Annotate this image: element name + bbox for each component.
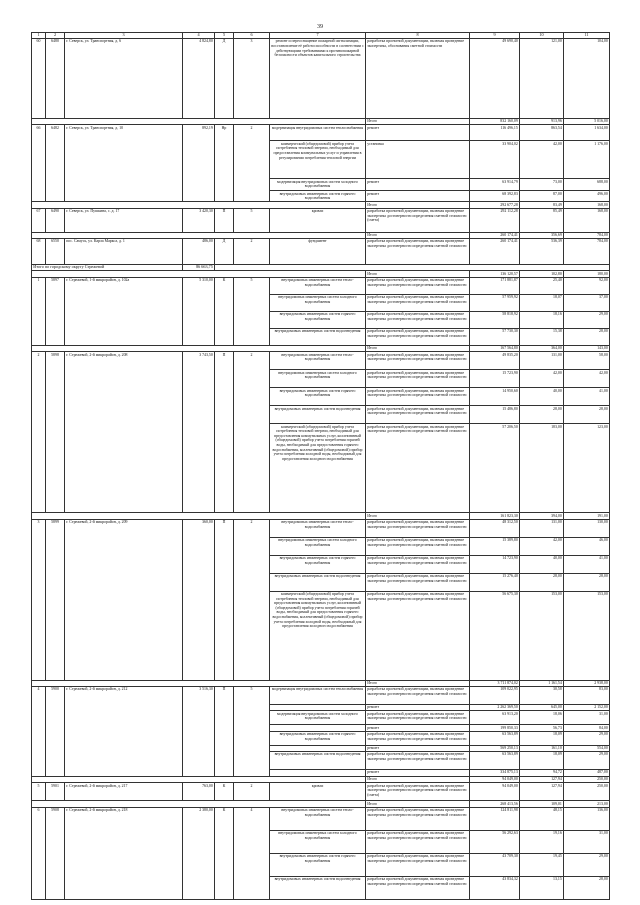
cost: 49 835,20	[470, 352, 520, 370]
cost: 15 389,80	[470, 537, 520, 555]
work-description: ремонт	[366, 745, 470, 751]
work-description: разработка проектной документации, включая проведение экспертизы достоверности определения сметной стоимости	[366, 555, 470, 573]
work-description: разработка проектной документации, включая проведение экспертизы достоверности определения сметной стоимости	[366, 853, 470, 876]
work-description: разработка проектной документации, включая проведение экспертизы достоверности определения сметной стоимости	[366, 876, 470, 899]
total-cost: 268 413,56	[470, 801, 520, 807]
work-description: разработка проектной документации, включая проведение экспертизы достоверности определения сметной стоимости	[366, 294, 470, 311]
cost: 57 206,50	[470, 424, 520, 513]
work-description: установка	[366, 141, 470, 179]
cost: 57 959,92	[470, 294, 520, 311]
cost-per-m2: 18,06	[520, 711, 564, 725]
work-type: модернизация внутридомовых систем холодного водоснабжения	[270, 711, 366, 725]
district-total-label: Итого по городскому округу Стрежевой	[32, 265, 183, 271]
cost: 43 709,30	[470, 853, 520, 876]
unit-cost: 31,00	[564, 830, 610, 853]
building-floors: 3	[234, 38, 270, 118]
unit-cost: 84,00	[564, 725, 610, 731]
unit-cost: 487,00	[564, 770, 610, 777]
column-number: 4	[183, 33, 215, 39]
total-cost-per-m2: 102,80	[520, 271, 564, 277]
cost-per-m2: 42,00	[520, 141, 564, 179]
cost: 15 723,90	[470, 370, 520, 388]
work-type: внутридомовых инженерных систем горячего водоснабжения	[270, 731, 366, 745]
total-label: Итого	[366, 345, 470, 351]
total-cost: 3 711 874,02	[470, 680, 520, 686]
cost: 63 563,89	[470, 752, 520, 770]
unit-cost: 42,00	[564, 370, 610, 388]
building-category: Д	[215, 38, 234, 118]
work-description: разработка проектной документации, включая проведение экспертизы достоверности определения сметной стоимости	[366, 370, 470, 388]
work-type: внутридомовых инженерных систем горячего водоснабжения	[270, 555, 366, 573]
total-label: Итого	[366, 513, 470, 519]
work-type: коммерческий (общедомовой) прибор учета потребления тепловой энергии, необходимый для предоставления коммунальных услуг и управления в регулировании потребления тепловой энергии	[270, 141, 366, 179]
work-description: разработка проектной документации, включая проведение экспертизы достоверности определения сметной стоимости	[366, 807, 470, 830]
unit-cost: 41,00	[564, 388, 610, 406]
building-floors: 2	[234, 519, 270, 680]
total-label: Итого	[366, 801, 470, 807]
building-floors: 5	[234, 277, 270, 345]
unit-cost: 130,00	[564, 519, 610, 537]
work-type: внутридомовых инженерных систем тепло-водоснабжения	[270, 519, 366, 537]
building-code: 6480	[46, 38, 65, 118]
work-type: внутридомовых инженерных систем водоотведения	[270, 406, 366, 424]
row-number: 6	[32, 807, 46, 899]
unit-cost: 46,00	[564, 537, 610, 555]
row-number: 1	[32, 277, 46, 345]
unit-cost: 58,00	[564, 352, 610, 370]
work-type: кровли	[270, 783, 366, 801]
cost: 63 914,79	[470, 179, 520, 191]
cost: 56 292,63	[470, 830, 520, 853]
cost: 124 811,98	[470, 807, 520, 830]
building-area: 2 380,00	[183, 807, 215, 899]
cost: 15 276,40	[470, 573, 520, 591]
building-area: 3 516,30	[183, 686, 215, 776]
work-type: ремонт и переоснащение пожарной сигнализации, восстановление её работоспособности в соответствии с действующими требованиями к противопожарной безопасности объектов капитального строительства	[270, 38, 366, 118]
cost-per-m2: 19,16	[520, 830, 564, 853]
total-label: Итого	[366, 777, 470, 783]
building-address: г. Стрежевой, 1-й микрорайон, д. 102а	[65, 277, 183, 345]
column-number: 11	[564, 33, 610, 39]
total-cost: 136 120,57	[470, 271, 520, 277]
cost-per-m2: 161,10	[520, 745, 564, 751]
work-type: кровли	[270, 208, 366, 232]
cost-per-m2: 183,00	[520, 424, 564, 513]
total-unit-cost: 168,00	[564, 202, 610, 208]
building-category: П	[215, 519, 234, 680]
building-category: П	[215, 686, 234, 776]
building-floors: 5	[234, 686, 270, 776]
work-description: разработка проектной документации, включая проведение экспертизы достоверности определения сметной стоимости	[366, 573, 470, 591]
building-category: К	[215, 807, 234, 899]
work-type: коммерческий (общедомовой) прибор учета потребления тепловой энергии, необходимый для предоставления коммунальных услуг, коллективный (общедомовой) прибор учета потребления горячей воды, необходимый для предоставления горячего водоснабжения, коллективный (общедомовой) прибор учета потребления холодной воды, необходимый для предоставления холодного водоснабжения	[270, 591, 366, 680]
column-number: 10	[520, 33, 564, 39]
total-cost: 161 823,30	[470, 513, 520, 519]
cost-per-m2: 40,00	[520, 388, 564, 406]
cost-per-m2: 42,00	[520, 537, 564, 555]
total-unit-cost: 191,00	[564, 513, 610, 519]
unit-cost: 2 152,00	[564, 704, 610, 710]
cost-per-m2: 25,40	[520, 277, 564, 294]
work-description: ремонт	[366, 179, 470, 191]
building-category: П	[215, 352, 234, 513]
cost-per-m2: 42,00	[520, 370, 564, 388]
cost-per-m2: 127,94	[520, 783, 564, 801]
row-number: 68	[32, 239, 46, 265]
cost-per-m2: 94,72	[520, 770, 564, 777]
cost-per-m2: 536,39	[520, 239, 564, 265]
building-floors: 4	[234, 807, 270, 899]
building-code: 5899	[46, 519, 65, 680]
cost: 33 904,02	[470, 141, 520, 179]
building-floors: 5	[234, 208, 270, 232]
building-floors: 2	[234, 125, 270, 202]
building-category: Нр	[215, 125, 234, 202]
cost-per-m2: 18,09	[520, 752, 564, 770]
column-number: 9	[470, 33, 520, 39]
total-cost-per-m2: 1 161,54	[520, 680, 564, 686]
cost: 63 563,89	[470, 731, 520, 745]
total-cost-per-m2: 394,00	[520, 513, 564, 519]
unit-cost: 104,00	[564, 38, 610, 118]
building-code: 5900	[46, 686, 65, 776]
total-unit-cost: 213,00	[564, 801, 610, 807]
total-cost-per-m2: 83,49	[520, 202, 564, 208]
unit-cost: 688,00	[564, 179, 610, 191]
building-address: г. Стрежевой, 2-й микрорайон, д. 212	[65, 686, 183, 776]
work-type: внутридомовых инженерных систем горячего водоснабжения	[270, 853, 366, 876]
column-number: 2	[46, 33, 65, 39]
unit-cost: 136,00	[564, 807, 610, 830]
total-unit-cost: 180,00	[564, 271, 610, 277]
total-cost: 94 049,00	[470, 777, 520, 783]
row-number: 2	[32, 352, 46, 513]
work-description: ремонт	[366, 770, 470, 777]
unit-cost: 31,00	[564, 711, 610, 725]
work-description: разработка проектной документации, включая проведение экспертизы достоверности определения сметной стоимости	[366, 388, 470, 406]
unit-cost: 83,00	[564, 686, 610, 704]
building-category: К	[215, 277, 234, 345]
building-floors: 2	[234, 239, 270, 265]
unit-cost: 29,00	[564, 731, 610, 745]
work-description: разработка проектной документации, включая проведение экспертизы достоверности определения сметной стоимости	[366, 752, 470, 770]
work-description: разработка проектной документации, включая проведение экспертизы достоверности определения сметной стоимости	[366, 686, 470, 704]
work-description: разработка проектной документации, включая проведение экспертизы достоверности определения сметной стоимости	[366, 731, 470, 745]
unit-cost: 28,00	[564, 406, 610, 424]
column-number: 3	[65, 33, 183, 39]
page-number: 39	[317, 24, 323, 30]
building-code: 6482	[46, 125, 65, 202]
cost: 109 022,95	[470, 686, 520, 704]
building-address: г. Стрежевой, 2-й микрорайон, д. 208	[65, 352, 183, 513]
total-unit-cost: 250,00	[564, 777, 610, 783]
total-cost-per-m2: 913,96	[520, 118, 564, 124]
cost-per-m2: 863,54	[520, 125, 564, 141]
building-row	[32, 208, 610, 232]
cost: 14 950,60	[470, 388, 520, 406]
work-description: разработка проектной документации, включая проведение экспертизы достоверности определения сметной стоимости	[366, 424, 470, 513]
unit-cost: 29,00	[564, 311, 610, 328]
work-description: разработка проектной документации, включая проведение экспертизы достоверности определения сметной стоимости	[366, 311, 470, 328]
total-cost-per-m2: 364,00	[520, 345, 564, 351]
district-total-area: 86 663,75	[183, 265, 215, 271]
cost-per-m2: 56,73	[520, 725, 564, 731]
work-type: модернизация внутридомовых систем теплоснабжения	[270, 686, 366, 704]
total-unit-cost: 5 016,00	[564, 118, 610, 124]
work-description: разработка проектной документации, включая проведение экспертизы достоверности определения сметной стоимости	[366, 406, 470, 424]
building-address: г. Северск, ул. Пушкина, с. д. 17	[65, 208, 183, 232]
work-description: разработка проектной документации, включая проведение экспертизы, обоснования сметной стоимости	[366, 38, 470, 118]
unit-cost: 1 176,00	[564, 141, 610, 179]
total-label: Итого	[366, 202, 470, 208]
cost: 57 730,30	[470, 328, 520, 345]
work-type	[270, 770, 366, 777]
work-type: модернизация внутридомовых систем теплоснабжения	[270, 125, 366, 141]
building-row	[32, 239, 610, 265]
cost: 199 850,33	[470, 725, 520, 731]
work-description: разработка проектной документации, включая проведение экспертизы достоверности определения сметной стоимости	[366, 328, 470, 345]
total-unit-cost: 2 938,00	[564, 680, 610, 686]
cost: 48 312,50	[470, 519, 520, 537]
work-type: фундамент	[270, 239, 366, 265]
cost: 171 881,87	[470, 277, 520, 294]
total-cost: 167 564,80	[470, 345, 520, 351]
total-label: Итого	[366, 232, 470, 238]
building-row	[32, 277, 610, 294]
cost: 569 250,13	[470, 745, 520, 751]
cost-per-m2: 87,00	[520, 191, 564, 202]
cost: 116 496,15	[470, 125, 520, 141]
unit-cost: 41,00	[564, 555, 610, 573]
work-description: разработка проектной документации, включая проведение экспертизы достоверности определения сметной стоимости	[366, 239, 470, 265]
work-description: разработка проектной документации, включая проведение экспертизы достоверности определения сметной стоимости	[366, 537, 470, 555]
cost: 334 875,13	[470, 770, 520, 777]
cost: 56 675,30	[470, 591, 520, 680]
total-cost: 260 174,41	[470, 232, 520, 238]
work-description: разработка проектной документации, включая проведение экспертизы достоверности определения сметной стоимости	[366, 711, 470, 725]
work-type: внутридомовых инженерных систем водоотведения	[270, 752, 366, 770]
cost: 2 262 369,50	[470, 704, 520, 710]
building-code: 6550	[46, 239, 65, 265]
building-row	[32, 352, 610, 370]
work-description: разработка проектной документации, включая проведение экспертизы достоверности определения сметной стоимости	[366, 277, 470, 294]
building-address: г. Северск, ул. Транспортная, д. 6	[65, 38, 183, 118]
work-type: внутридомовых инженерных систем горячего водоснабжения	[270, 311, 366, 328]
unit-cost: 554,00	[564, 745, 610, 751]
cost-per-m2: 15,38	[520, 328, 564, 345]
work-type: внутридомовых инженерных систем тепло-водоснабжения	[270, 352, 366, 370]
unit-cost: 29,00	[564, 752, 610, 770]
unit-cost: 784,00	[564, 239, 610, 265]
building-floors: 2	[234, 352, 270, 513]
building-row	[32, 807, 610, 830]
cost: 43 834,32	[470, 876, 520, 899]
building-row	[32, 783, 610, 801]
building-area: 486,00	[183, 239, 215, 265]
cost: 49 690,40	[470, 38, 520, 118]
column-number: 6	[234, 33, 270, 39]
row-number: 4	[32, 686, 46, 776]
column-number: 5	[215, 33, 234, 39]
work-description: ремонт	[366, 191, 470, 202]
building-area: 4 824,80	[183, 38, 215, 118]
work-type: внутридомовых инженерных систем горячего водоснабжения	[270, 388, 366, 406]
work-type: внутридомовых инженерных систем водоотведения	[270, 573, 366, 591]
total-unit-cost: 784,00	[564, 232, 610, 238]
cost-per-m2: 13,15	[520, 876, 564, 899]
unit-cost: 153,00	[564, 591, 610, 680]
building-address: г. Северск, ул. Транспортная, д. 10	[65, 125, 183, 202]
building-category: Д	[215, 239, 234, 265]
total-label: Итого	[366, 680, 470, 686]
building-address: пос. Самусь, ул. Карла Маркса, д. 1	[65, 239, 183, 265]
cost-per-m2: 18,16	[520, 311, 564, 328]
work-description: разработка проектной документации, включая проведение экспертизы достоверности определения сметной стоимости (смета)	[366, 783, 470, 801]
building-code: 5898	[46, 352, 65, 513]
work-description: разработка проектной документации, включая проведение экспертизы достоверности определения сметной стоимости	[366, 830, 470, 853]
cost-per-m2: 131,00	[520, 519, 564, 537]
cost-per-m2: 85,49	[520, 208, 564, 232]
building-row	[32, 38, 610, 118]
total-unit-cost: 143,00	[564, 345, 610, 351]
building-area: 5 310,00	[183, 277, 215, 345]
unit-cost: 496,00	[564, 191, 610, 202]
work-type: коммерческий (общедомовой) прибор учета потребления тепловой энергии, необходимый для предоставления коммунальных услуг, коллективный (общедомовой) прибор учета потребления горячей воды, необходимый для предоставления горячего водоснабжения, коллективный (общедомовой) прибор учета потребления холодной воды, необходимый для предоставления холодного водоснабжения	[270, 424, 366, 513]
work-description: разработка проектной документации, включая проведение экспертизы достоверности определения сметной стоимости	[366, 519, 470, 537]
row-number: 3	[32, 519, 46, 680]
building-area: 360,00	[183, 519, 215, 680]
work-description: разработка проектной документации, включая проведение экспертизы достоверности определения сметной стоимости	[366, 591, 470, 680]
work-type: внутридомовых инженерных систем холодного водоснабжения	[270, 294, 366, 311]
work-description: разработка проектной документации, включая проведение экспертизы достоверности определения сметной стоимости	[366, 352, 470, 370]
building-category: П	[215, 208, 234, 232]
cost-per-m2: 73,00	[520, 179, 564, 191]
work-description: ремонт	[366, 125, 470, 141]
building-row	[32, 686, 610, 704]
total-label: Итого	[366, 271, 470, 277]
building-address: г. Стрежевой, 2-й микрорайон, д. 209	[65, 519, 183, 680]
cost: 14 723,90	[470, 555, 520, 573]
work-type: внутридомовых инженерных систем холодного водоснабжения	[270, 830, 366, 853]
cost-per-m2: 28,00	[520, 573, 564, 591]
cost: 63 913,20	[470, 711, 520, 725]
building-area: 3 420,30	[183, 208, 215, 232]
work-type: внутридомовых инженерных систем водоотведения	[270, 328, 366, 345]
column-number: 1	[32, 33, 46, 39]
work-type: внутридомовых инженерных систем водоотведения	[270, 876, 366, 899]
cost: 15 486,80	[470, 406, 520, 424]
building-area: 892,19	[183, 125, 215, 202]
unit-cost: 37,00	[564, 294, 610, 311]
unit-cost: 123,00	[564, 424, 610, 513]
work-description: ремонт	[366, 725, 470, 731]
total-cost: 292 677,28	[470, 202, 520, 208]
work-type: модернизация внутридомовых систем холодного водоснабжения	[270, 179, 366, 191]
row-number: 67	[32, 208, 46, 232]
cost: 260 174,41	[470, 239, 520, 265]
unit-cost: 92,00	[564, 277, 610, 294]
total-label: Итого	[366, 118, 470, 124]
building-floors: 2	[234, 783, 270, 801]
building-code: 6490	[46, 208, 65, 232]
total-cost: 832 160,09	[470, 118, 520, 124]
cost-per-m2: 645,00	[520, 704, 564, 710]
building-address: г. Стрежевой, 2-й микрорайон, д. 217	[65, 783, 183, 801]
unit-cost: 1 634,00	[564, 125, 610, 141]
building-category: К	[215, 783, 234, 801]
cost: 94 049,00	[470, 783, 520, 801]
cost: 68 392,83	[470, 191, 520, 202]
cost-per-m2: 28,00	[520, 406, 564, 424]
repair-schedule-table	[31, 32, 610, 900]
unit-cost: 168,00	[564, 208, 610, 232]
building-code: 5901	[46, 783, 65, 801]
column-number: 7	[270, 33, 366, 39]
work-description: ремонт	[366, 704, 470, 710]
cost-per-m2: 48,15	[520, 807, 564, 830]
column-number: 8	[366, 33, 470, 39]
row-number: 60	[32, 38, 46, 118]
cost: 58 818,92	[470, 311, 520, 328]
building-row	[32, 519, 610, 537]
total-cost-per-m2: 109,01	[520, 801, 564, 807]
cost: 292 112,28	[470, 208, 520, 232]
building-address: г. Стрежевой, 2-й микрорайон, д. 218	[65, 807, 183, 899]
total-cost-per-m2: 356,69	[520, 232, 564, 238]
row-number: 5	[32, 783, 46, 801]
cost-per-m2: 153,00	[520, 591, 564, 680]
work-type: внутридомовых инженерных систем тепло-водоснабжения	[270, 277, 366, 294]
cost-per-m2: 121,00	[520, 38, 564, 118]
work-description: разработка проектной документации, включая проведение экспертизы достоверности определения сметной стоимости (смета)	[366, 208, 470, 232]
cost-per-m2: 18,09	[520, 731, 564, 745]
row-number: 66	[32, 125, 46, 202]
cost-per-m2: 30,58	[520, 686, 564, 704]
work-type: внутридомовых инженерных систем холодного водоснабжения	[270, 370, 366, 388]
building-area: 3 743,50	[183, 352, 215, 513]
unit-cost: 250,00	[564, 783, 610, 801]
unit-cost: 28,00	[564, 328, 610, 345]
cost-per-m2: 40,00	[520, 555, 564, 573]
cost-per-m2: 18,07	[520, 294, 564, 311]
work-type: внутридомовых инженерных систем тепло-водоснабжения	[270, 807, 366, 830]
unit-cost: 28,00	[564, 876, 610, 899]
building-code: 5897	[46, 277, 65, 345]
work-type: внутридомовых инженерных систем горячего водоснабжения	[270, 191, 366, 202]
building-area: 763,00	[183, 783, 215, 801]
cost-per-m2: 19,45	[520, 853, 564, 876]
building-code: 5908	[46, 807, 65, 899]
total-cost-per-m2: 127,94	[520, 777, 564, 783]
cost-per-m2: 131,00	[520, 352, 564, 370]
building-row	[32, 125, 610, 141]
unit-cost: 28,00	[564, 573, 610, 591]
unit-cost: 29,00	[564, 853, 610, 876]
work-type: внутридомовых инженерных систем холодного водоснабжения	[270, 537, 366, 555]
